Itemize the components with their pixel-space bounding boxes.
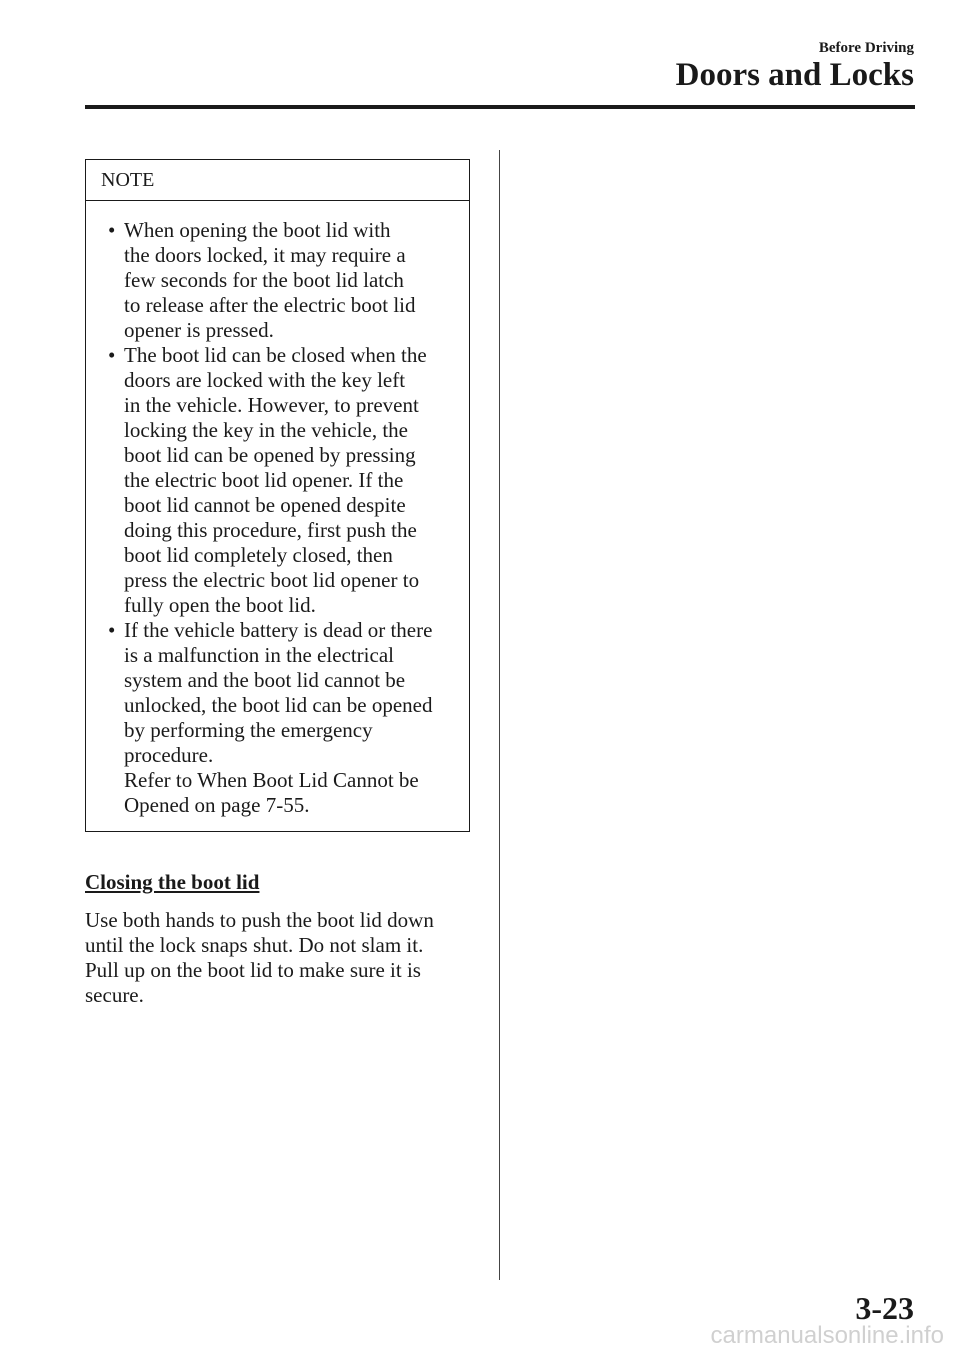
note-list (86, 201, 469, 818)
note-line: press the electric boot lid opener to (124, 568, 420, 592)
note-line: fully open the boot lid. (124, 593, 316, 617)
column-divider (499, 150, 500, 1280)
note-line: procedure. (124, 743, 214, 767)
note-item (100, 218, 459, 343)
bullet-icon: • (108, 218, 116, 242)
note-line: to release after the electric boot lid (124, 293, 416, 317)
note-line: If the vehicle battery is dead or there (124, 618, 433, 642)
section-heading: Closing the boot lid (85, 870, 260, 894)
note-line: the doors locked, it may require a (124, 243, 406, 267)
watermark: carmanualsonline.info (710, 1322, 944, 1349)
note-line: doors are locked with the key left (124, 368, 406, 392)
body-paragraph (85, 908, 434, 1008)
note-line: Opened on page 7-55. (124, 793, 310, 817)
note-line: opener is pressed. (124, 318, 274, 342)
note-line: unlocked, the boot lid can be opened (124, 693, 433, 717)
header-rule (85, 105, 915, 109)
section-label: Before Driving (818, 40, 914, 56)
note-line: is a malfunction in the electrical (124, 643, 394, 667)
body-line: until the lock snaps shut. Do not slam it. (85, 933, 424, 957)
note-item (100, 618, 459, 818)
note-line: boot lid cannot be opened despite (124, 493, 406, 517)
note-line: doing this procedure, first push the (124, 518, 417, 542)
note-line: system and the boot lid cannot be (124, 668, 406, 692)
note-line: few seconds for the boot lid latch (124, 268, 404, 292)
note-line: locking the key in the vehicle, the (124, 418, 408, 442)
body-line: secure. (85, 983, 144, 1007)
note-label: NOTE (86, 160, 469, 201)
note-line: in the vehicle. However, to prevent (124, 393, 419, 417)
page-title: Doors and Locks (675, 57, 914, 93)
bullet-icon: • (108, 343, 116, 367)
note-line: boot lid can be opened by pressing (124, 443, 416, 467)
bullet-icon: • (108, 618, 116, 642)
body-line: Use both hands to push the boot lid down (85, 908, 434, 932)
note-item (100, 343, 459, 618)
body-line: Pull up on the boot lid to make sure it is (85, 958, 421, 982)
note-line: the electric boot lid opener. If the (124, 468, 404, 492)
note-line: boot lid completely closed, then (124, 543, 393, 567)
page-number: 3-23 (855, 1290, 914, 1326)
note-line: The boot lid can be closed when the (124, 343, 427, 367)
note-line: by performing the emergency (124, 718, 373, 742)
note-box (85, 159, 470, 832)
note-line: When opening the boot lid with (124, 218, 391, 242)
note-line: Refer to When Boot Lid Cannot be (124, 768, 419, 792)
